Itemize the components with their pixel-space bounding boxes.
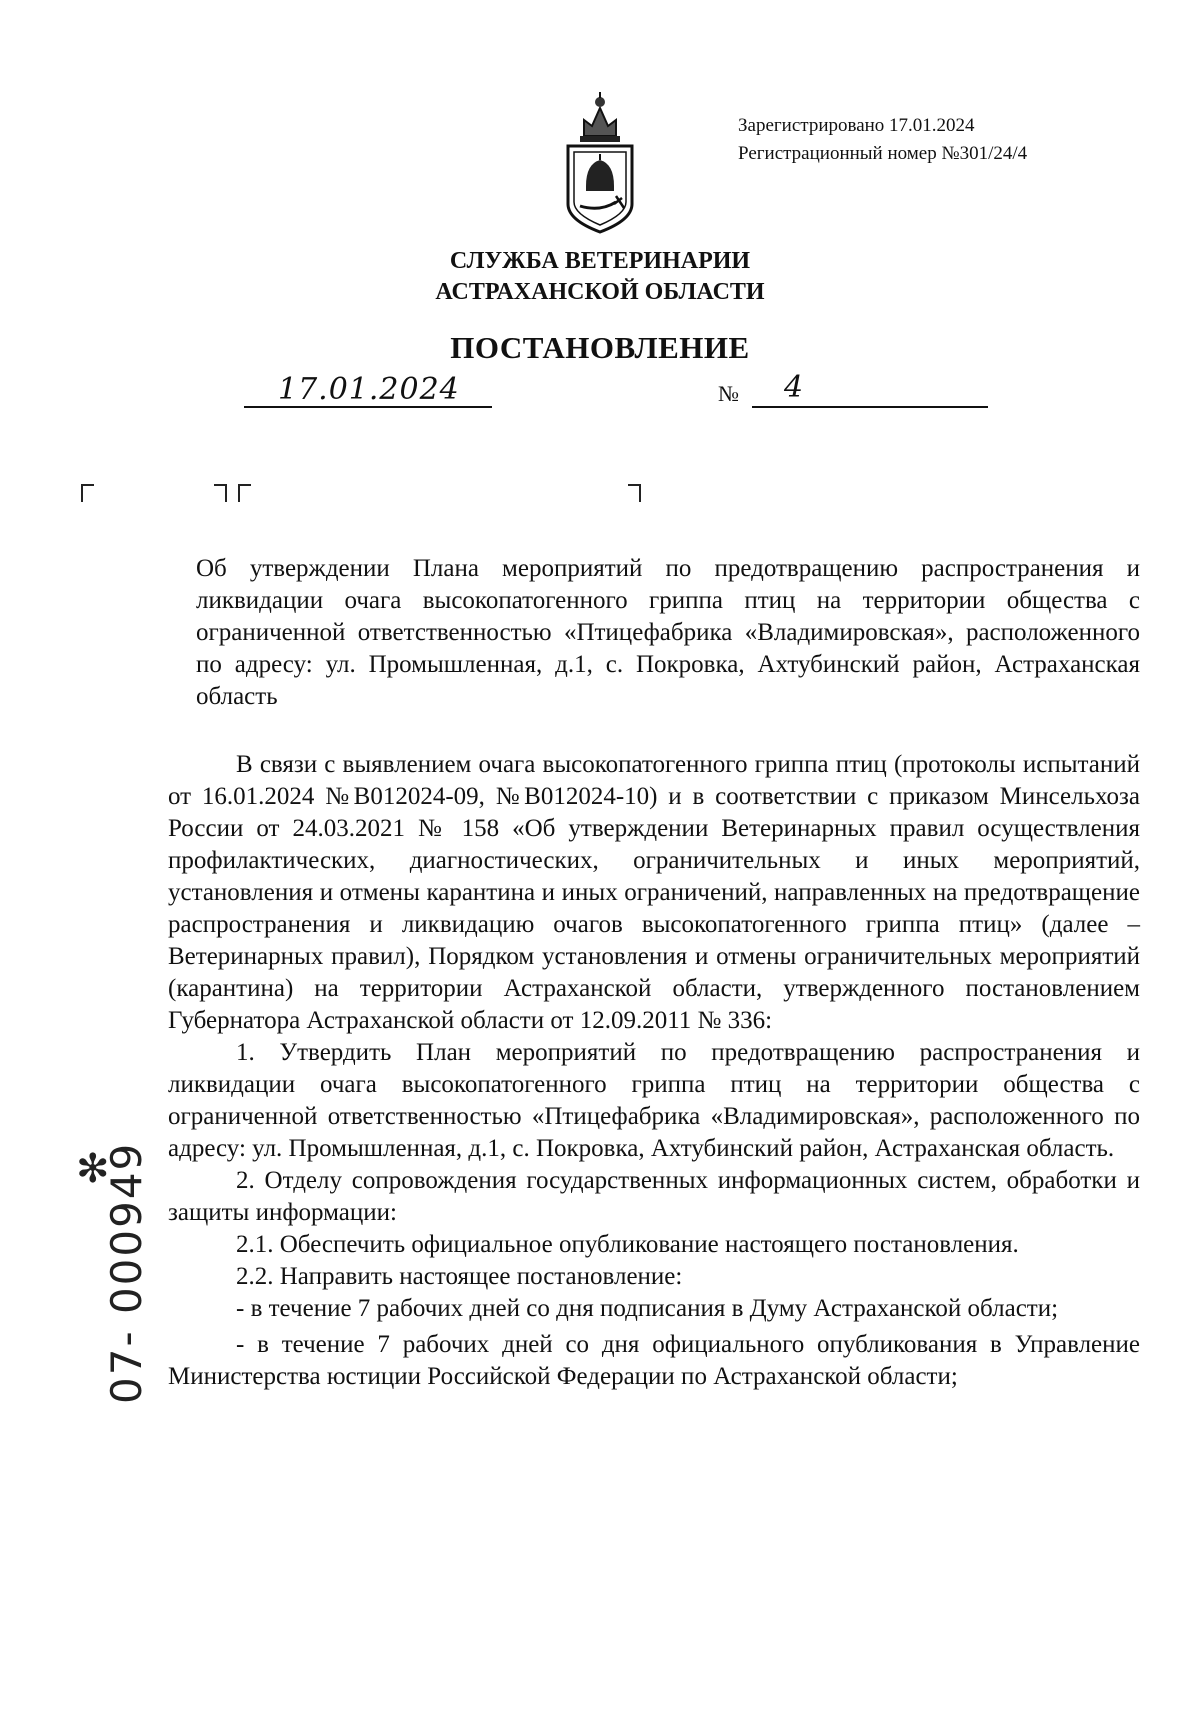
astrakhan-coat-of-arms-icon: [560, 86, 640, 236]
number-sign: №: [718, 381, 739, 406]
title-corner-mark: [238, 484, 251, 502]
handwritten-number: 4: [784, 370, 804, 405]
document-title: Об утверждении Плана мероприятий по предотвращению распространения и ликвидации очага высокопатогенного гриппа птиц на территории общества с ограниченной ответственностью «Птицефабрика «Владимировская», расположенного по адресу: ул. Промышленная, д.1, с. Покровка, Ахтубинский район, Астраханская область: [196, 555, 1140, 710]
registration-date: Зарегистрировано 17.01.2024: [738, 115, 975, 136]
clause-2: 2. Отделу сопровождения государственных информационных систем, обработки и защиты информации:: [168, 1167, 1140, 1226]
organization-name: [380, 246, 820, 308]
title-corner-mark: [214, 484, 227, 502]
organization-line-2: АСТРАХАНСКОЙ ОБЛАСТИ: [435, 279, 765, 305]
document-type-heading: ПОСТАНОВЛЕНИЕ: [450, 330, 750, 365]
handwritten-date: 17.01.2024: [278, 372, 460, 407]
title-corner-mark: [81, 484, 94, 502]
title-corner-mark: [628, 484, 641, 502]
asterisk-mark: ✻: [76, 1146, 110, 1192]
document-body: [168, 749, 1140, 1393]
clause-2-1: 2.1. Обеспечить официальное опубликование настоящего постановления.: [236, 1231, 1019, 1258]
clause-2-2-item-2: - в течение 7 рабочих дней со дня официального опубликования в Управление Министерства юстиции Российской Федерации по Астраханской области;: [168, 1331, 1140, 1390]
side-registration-number: 07- 000949: [102, 1141, 151, 1404]
clause-1: 1. Утвердить План мероприятий по предотвращению распространения и ликвидации очага высокопатогенного гриппа птиц на территории общества с ограниченной ответственностью «Птицефабрика «Владимировская», расположенного по адресу: ул. Промышленная, д.1, с. Покровка, Ахтубинский район, Астраханская область.: [168, 1039, 1140, 1162]
clause-2-2-item-1: - в течение 7 рабочих дней со дня подписания в Думу Астраханской области;: [236, 1295, 1059, 1322]
registration-number: Регистрационный номер №301/24/4: [738, 143, 1028, 164]
clause-2-2: 2.2. Направить настоящее постановление:: [236, 1263, 683, 1290]
registration-stamp: [738, 112, 1027, 168]
organization-line-1: СЛУЖБА ВЕТЕРИНАРИИ: [449, 248, 751, 274]
preamble-paragraph: В связи с выявлением очага высокопатогенного гриппа птиц (протоколы испытаний от 16.01.2024 №В012024-09, №В012024-10) и в соответствии с приказом Минсельхоза России от 24.03.2021 № 158 «Об утверждении Ветеринарных правил осуществления профилактических, диагностических, ограничительных и иных мероприятий, установления и отмены карантина и иных ограничений, направленных на предотвращение распространения и ликвидацию очагов высокопатогенного гриппа птиц» (далее – Ветеринарных правил), Порядком установления и отмены ограничительных мероприятий (карантина) на территории Астраханской области, утвержденного постановлением Губернатора Астраханской области от 12.09.2011 № 336:: [168, 751, 1140, 1034]
